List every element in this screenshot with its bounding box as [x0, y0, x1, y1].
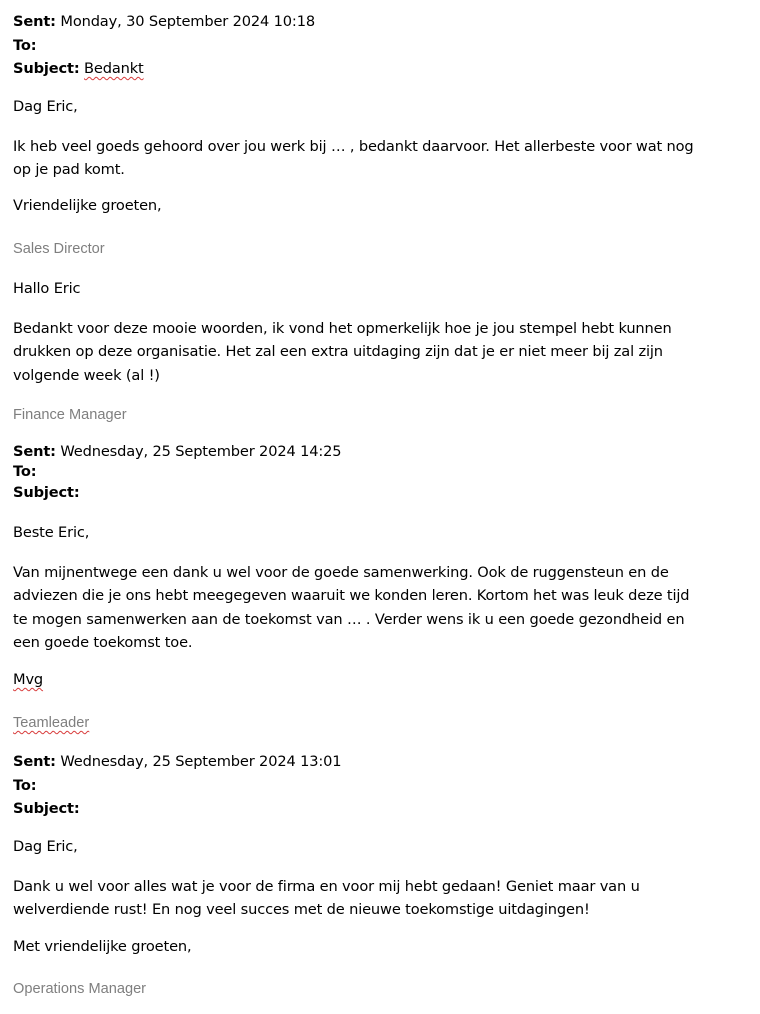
email-closing: Vriendelijke groeten,	[13, 197, 162, 214]
email-closing: Met vriendelijke groeten,	[13, 938, 192, 955]
to-line	[13, 37, 36, 54]
to-label: To:	[13, 463, 37, 480]
closing-text: Mvg	[13, 671, 44, 688]
subject-line	[13, 60, 144, 77]
email-body: Van mijnentwege een dank u wel voor de goede samenwerking. Ook de ruggensteun en de adviezen die je ons hebt meegegeven waaruit we konden leren. Kortom het was leuk deze tijd te mogen samenwerken aan de toekomst van … . Verder wens ik u een goede gezondheid en een goede toekomst toe.	[13, 564, 690, 651]
email-greeting: Beste Eric,	[13, 524, 90, 541]
email-body: Dank u wel voor alles wat je voor de firma en voor mij hebt gedaan! Geniet maar van u welverdiende rust! En nog veel succes met de nieuwe toekomstige uitdagingen!	[13, 878, 640, 919]
email-greeting: Dag Eric,	[13, 838, 78, 855]
sent-label: Sent:	[13, 753, 56, 770]
sent-line	[13, 13, 315, 30]
to-line	[13, 463, 36, 480]
sent-label: Sent:	[13, 443, 56, 460]
sent-value: Monday, 30 September 2024 10:18	[60, 13, 315, 30]
email-signature	[13, 715, 89, 731]
to-label: To:	[13, 37, 37, 54]
email-closing	[13, 671, 43, 688]
signature-text: Teamleader	[13, 715, 90, 731]
email-signature: Sales Director	[13, 241, 105, 257]
sent-line	[13, 753, 341, 770]
to-label: To:	[13, 777, 37, 794]
subject-value: Bedankt	[84, 60, 144, 77]
subject-label: Subject:	[13, 800, 80, 817]
email-body: Ik heb veel goeds gehoord over jou werk bij … , bedankt daarvoor. Het allerbeste voor wat nog op je pad komt.	[13, 138, 694, 179]
email-signature: Operations Manager	[13, 981, 147, 997]
email-signature: Finance Manager	[13, 407, 127, 423]
subject-line	[13, 484, 80, 501]
subject-label: Subject:	[13, 484, 80, 501]
email-body: Bedankt voor deze mooie woorden, ik vond het opmerkelijk hoe je jou stempel hebt kunnen drukken op deze organisatie. Het zal een extra uitdaging zijn dat je er niet meer bij zal zijn volgende week (al !)	[13, 320, 672, 384]
subject-label: Subject:	[13, 60, 80, 77]
to-line	[13, 777, 36, 794]
sent-value: Wednesday, 25 September 2024 13:01	[60, 753, 342, 770]
email-greeting: Hallo Eric	[13, 280, 81, 297]
sent-label: Sent:	[13, 13, 56, 30]
sent-line	[13, 443, 341, 460]
email-greeting: Dag Eric,	[13, 98, 78, 115]
sent-value: Wednesday, 25 September 2024 14:25	[60, 443, 342, 460]
subject-line	[13, 800, 80, 817]
